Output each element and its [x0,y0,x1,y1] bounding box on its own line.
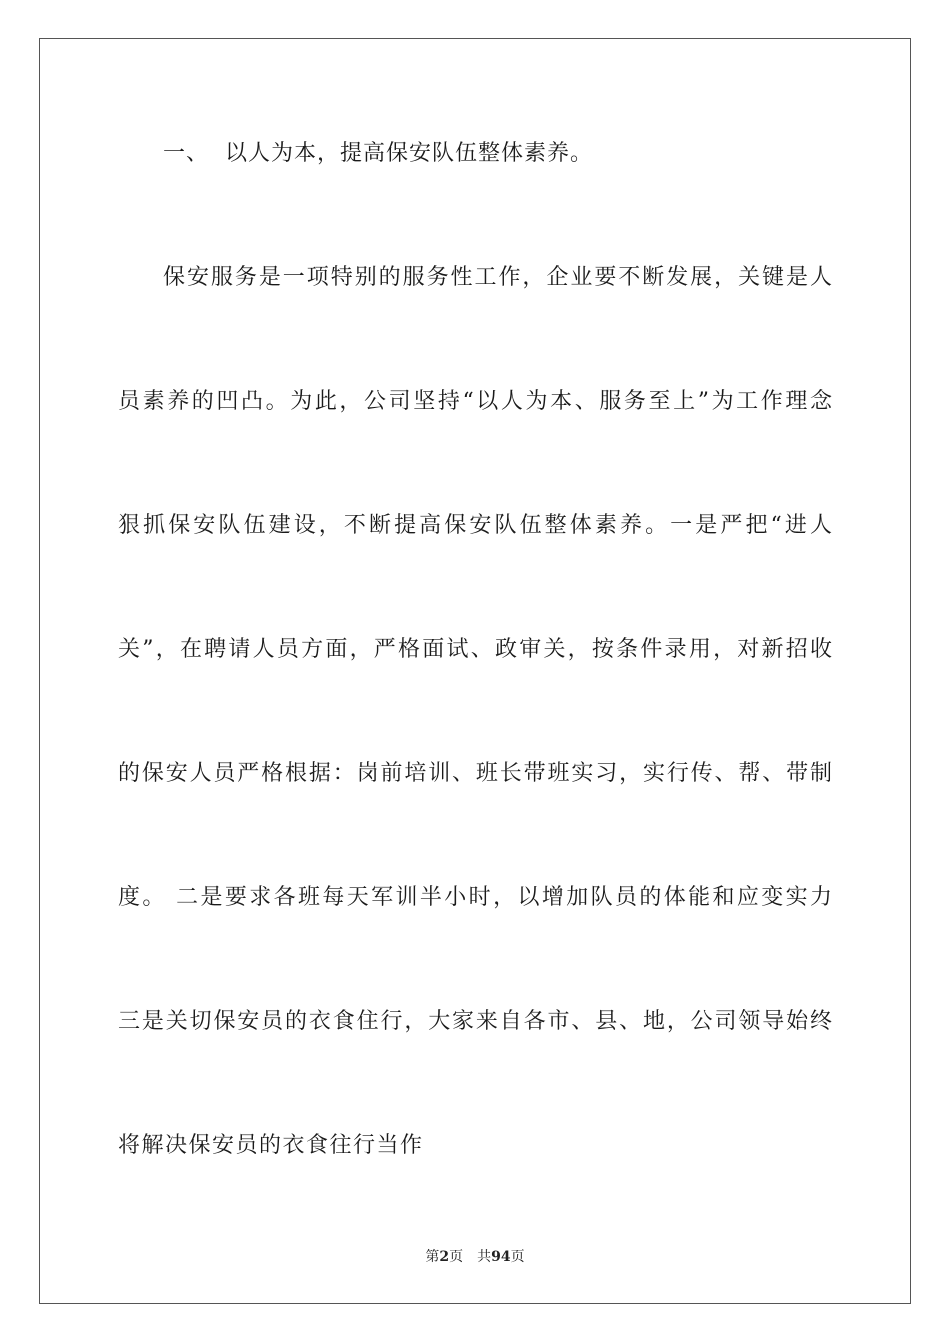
total-suffix: 页 [510,1249,525,1265]
paragraph-line-7: 三是关切保安员的衣食住行，大家来自各市、县、地，公司领导始终 [118,1009,832,1034]
paragraph-line-4: 关”，在聘请人员方面，严格面试、政审关，按条件录用，对新招收 [118,637,832,662]
paragraph-line-5: 的保安人员严格根据：岗前培训、班长带班实习，实行传、帮、带制 [118,761,832,786]
paragraph-line-1: 保安服务是一项特别的服务性工作，企业要不断发展，关键是人 [163,265,832,290]
page-border [39,38,911,1304]
section-heading [163,136,593,167]
section-title: 以人为本，提高保安队伍整体素养。 [225,141,594,166]
total-pages: 94 [491,1249,511,1265]
paragraph-line-6: 度。 二是要求各班每天军训半小时，以增加队员的体能和应变实力 [118,885,832,910]
paragraph-line-2: 员素养的凹凸。为此，公司坚持“以人为本、服务至上”为工作理念 [118,389,832,414]
page-prefix: 第 [425,1249,440,1265]
section-number: 一、 [163,141,210,166]
paragraph-line-8: 将解决保安员的衣食往行当作 [118,1133,424,1158]
page-footer [0,1246,950,1266]
page-suffix: 页 [449,1249,464,1265]
total-prefix: 共 [477,1249,492,1265]
page-number: 2 [439,1249,450,1265]
paragraph-line-3: 狠抓保安队伍建设，不断提高保安队伍整体素养。一是严把“进人 [118,513,832,538]
